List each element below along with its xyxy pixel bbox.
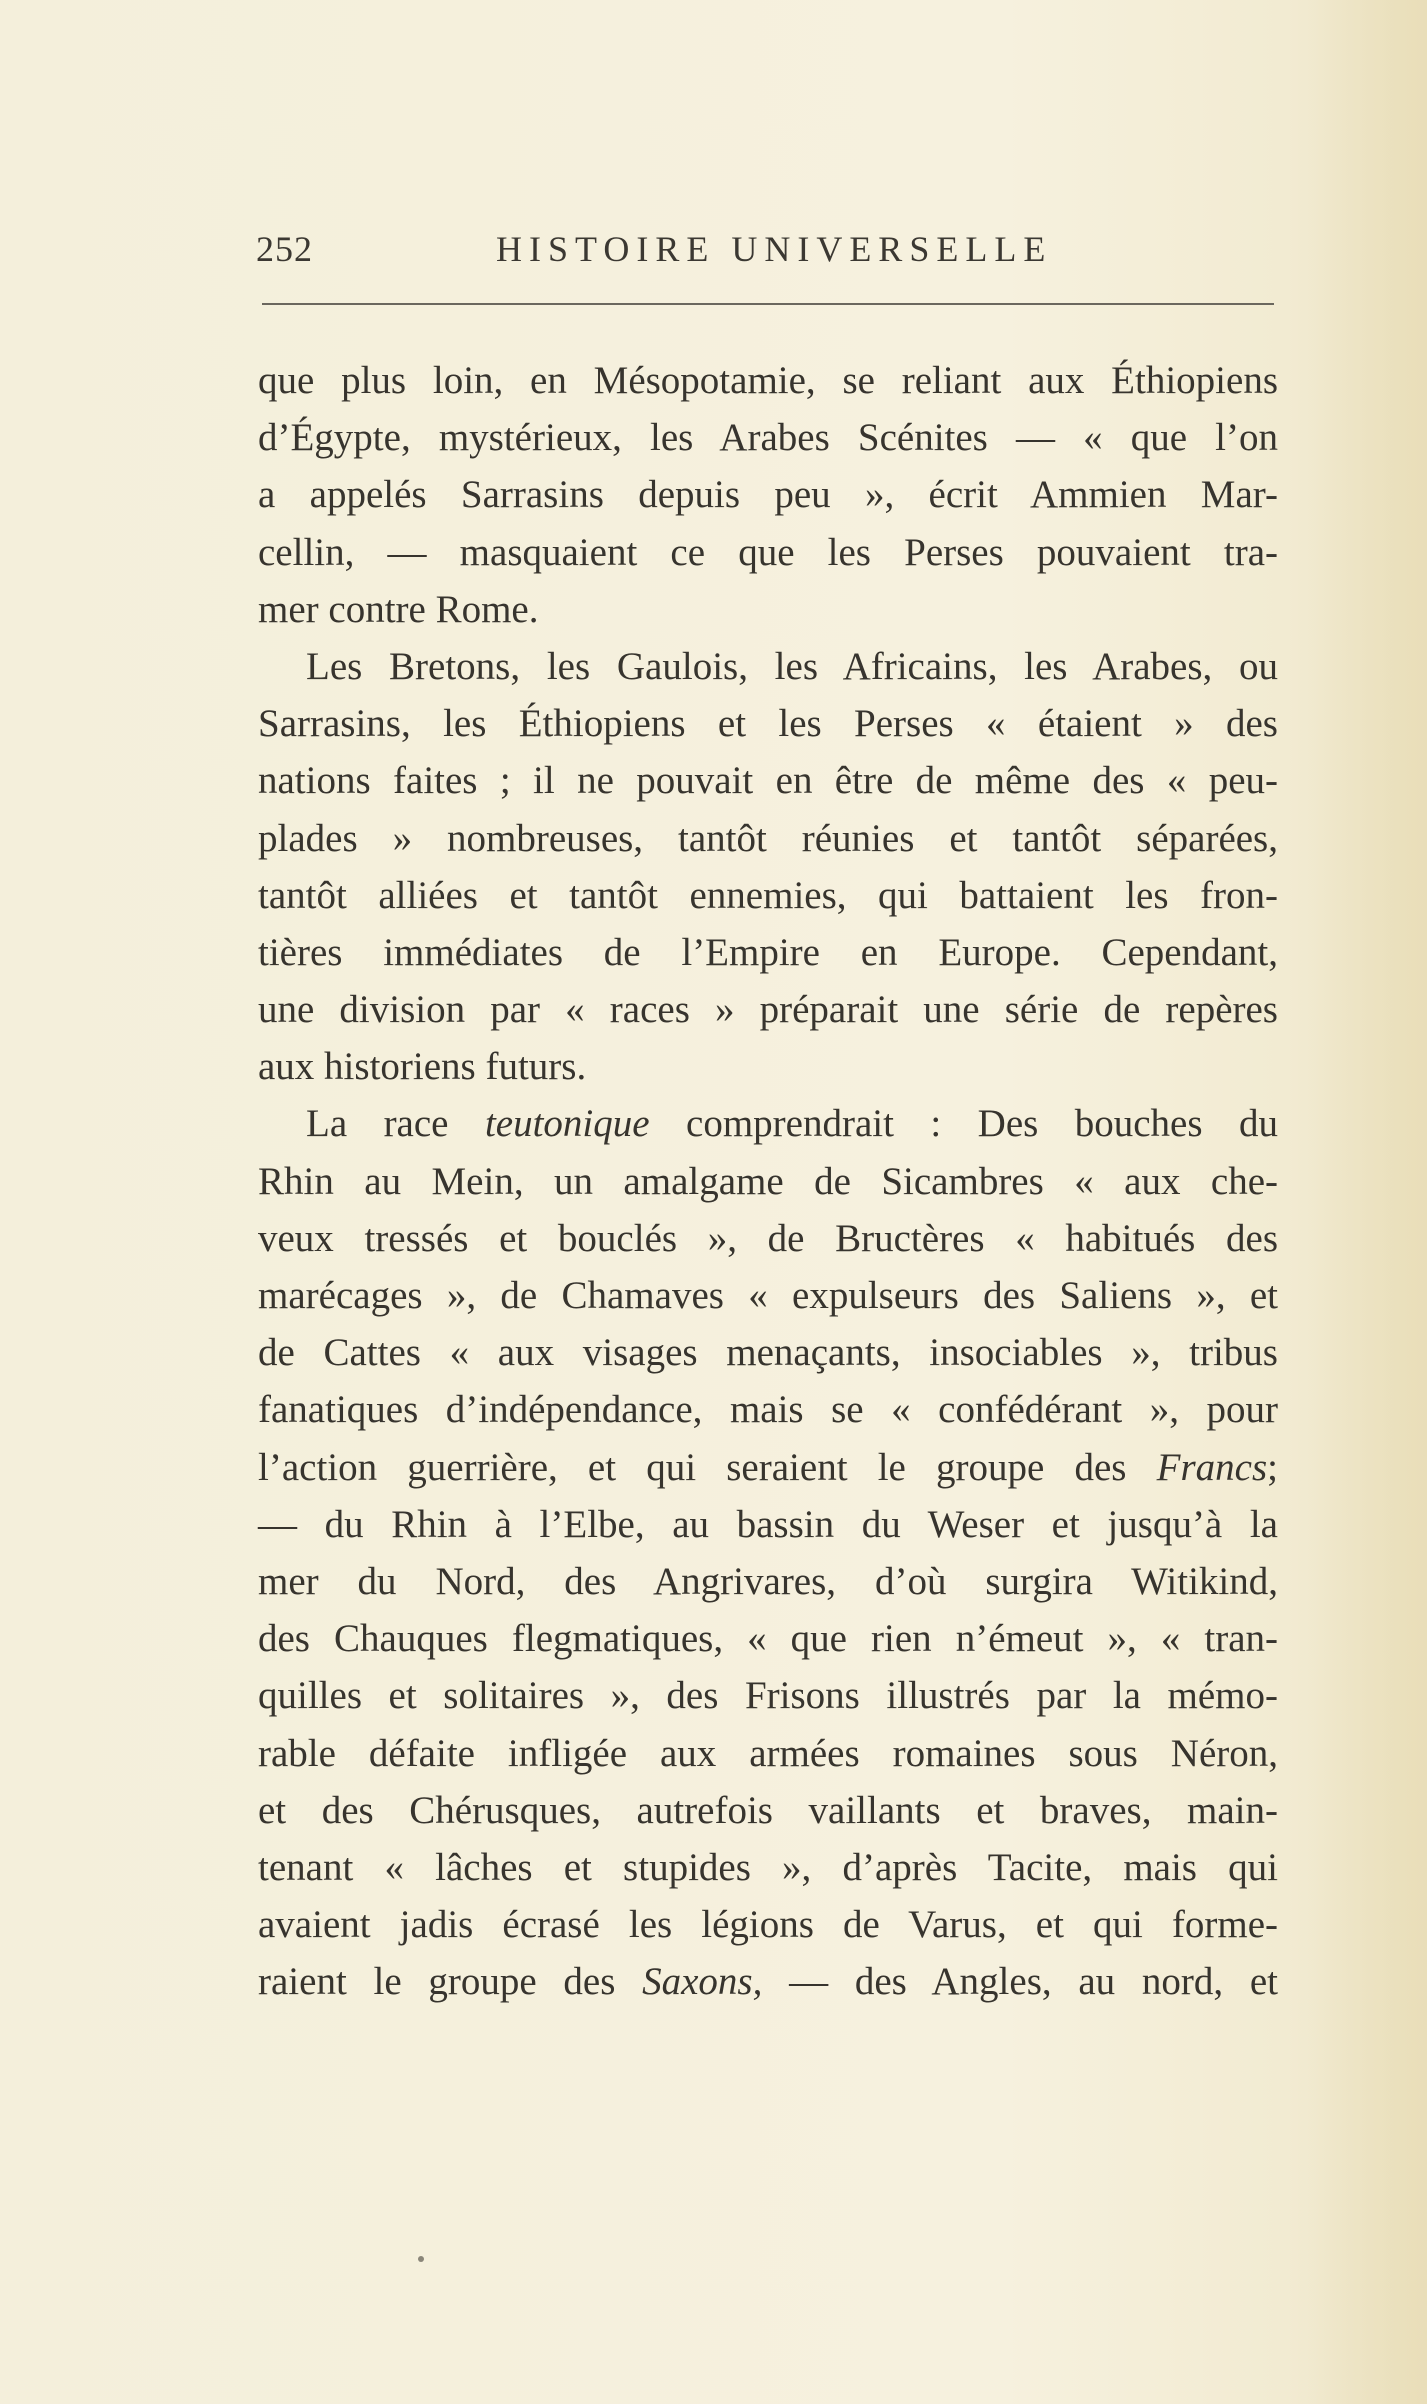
italic-term: teutonique [484,1102,650,1146]
italic-term: Francs [1156,1445,1268,1489]
text-line-mixed [258,1095,1278,1152]
body-text [258,352,1278,2010]
text-run: — des Angles, au nord, et [762,1960,1278,2004]
italic-term: Saxons, [642,1960,763,2004]
text-line: avaient jadis écrasé les légions de Varus, et qui forme- [258,1903,1278,1947]
text-line: de Cattes « aux visages menaçants, insociables », tribus [258,1331,1278,1375]
text-line: nations faites ; il ne pouvait en être de même des « peu- [258,759,1278,803]
text-line: mer contre Rome. [258,587,539,631]
text-line: tières immédiates de l’Empire en Europe. Cependant, [258,930,1278,974]
text-line: Sarrasins, les Éthiopiens et les Perses « étaient » des [258,702,1278,746]
page-header [256,228,1276,288]
text-line: Rhin au Mein, un amalgame de Sicambres « aux che- [258,1159,1278,1203]
text-line: et des Chérusques, autrefois vaillants et braves, main- [258,1788,1278,1832]
text-line: tantôt alliées et tantôt ennemies, qui battaient les fron- [258,873,1278,917]
page-edge-shading [1307,0,1427,2404]
text-line: des Chauques flegmatiques, « que rien n’émeut », « tran- [258,1617,1278,1661]
text-line: — du Rhin à l’Elbe, au bassin du Weser et jusqu’à la [258,1502,1278,1546]
text-line: quilles et solitaires », des Frisons illustrés par la mémo- [258,1674,1278,1718]
text-line: cellin, — masquaient ce que les Perses pouvaient tra- [258,530,1278,574]
text-run: ; [1267,1445,1278,1489]
text-line: que plus loin, en Mésopotamie, se reliant aux Éthiopiens [258,359,1278,402]
text-line: rable défaite infligée aux armées romaines sous Néron, [258,1731,1278,1775]
text-line: a appelés Sarrasins depuis peu », écrit Ammien Mar- [258,473,1278,517]
text-line: mer du Nord, des Angrivares, d’où surgira Witikind, [258,1559,1278,1603]
text-run: comprendrait : Des bouches du [649,1102,1278,1146]
text-line: marécages », de Chamaves « expulseurs des Saliens », et [258,1274,1278,1317]
text-line: fanatiques d’indépendance, mais se « confédérant », pour [258,1388,1278,1432]
text-run: raient le groupe des [258,1960,643,2004]
page-number: 252 [256,229,313,269]
text-run: l’action guerrière, et qui seraient le groupe des [258,1445,1157,1489]
text-line: tenant « lâches et stupides », d’après Tacite, mais qui [258,1845,1278,1889]
running-title: HISTOIRE UNIVERSELLE [496,229,1053,269]
text-line: veux tressés et bouclés », de Bructères « habitués des [258,1216,1278,1260]
text-run: La race [306,1102,485,1146]
text-line: une division par « races » préparait une série de repères [258,988,1278,1032]
header-rule [262,303,1274,305]
text-line-mixed [258,1439,1278,1496]
printer-dot [418,2256,424,2262]
text-line: Les Bretons, les Gaulois, les Africains, les Arabes, ou [306,644,1278,688]
text-line: plades » nombreuses, tantôt réunies et tantôt séparées, [258,816,1278,860]
text-line: aux historiens futurs. [258,1045,587,1089]
text-line-mixed [258,1953,1278,2010]
text-line: d’Égypte, mystérieux, les Arabes Scénites — « que l’on [258,416,1278,460]
